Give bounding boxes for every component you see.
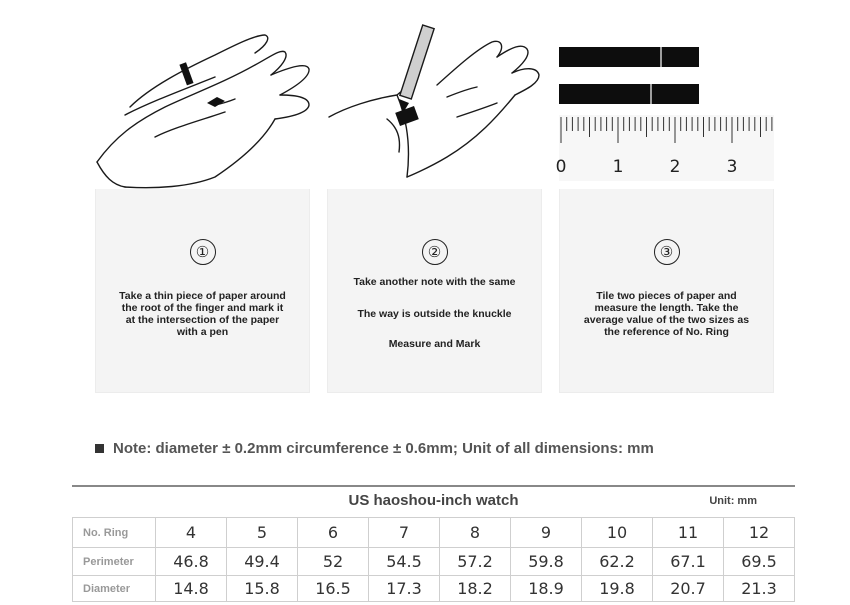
step-number-badge: ③ xyxy=(654,239,680,265)
row-label: Perimeter xyxy=(73,548,156,576)
table-cell: 57.2 xyxy=(440,548,511,576)
row-label: Diameter xyxy=(73,576,156,602)
table-cell: 54.5 xyxy=(369,548,440,576)
table-cell: 21.3 xyxy=(724,576,795,602)
table-unit: Unit: mm xyxy=(709,495,757,507)
square-bullet-icon xyxy=(95,444,104,453)
step-instructions xyxy=(343,276,526,350)
table-cell: 7 xyxy=(369,518,440,548)
step-line: Take another note with the same xyxy=(353,276,516,288)
table-cell: 62.2 xyxy=(582,548,653,576)
table-cell: 19.8 xyxy=(582,576,653,602)
tolerance-note xyxy=(95,440,654,457)
table-cell: 10 xyxy=(582,518,653,548)
ruler-icon xyxy=(555,27,774,189)
step-line: Measure and Mark xyxy=(388,338,481,350)
ruler-label: 1 xyxy=(612,157,624,177)
table-cell: 52 xyxy=(298,548,369,576)
step-line: measure the length. Take the xyxy=(594,302,739,314)
step-panel-1 xyxy=(95,27,310,393)
table-cell: 15.8 xyxy=(227,576,298,602)
row-label: No. Ring xyxy=(73,518,156,548)
table-cell: 14.8 xyxy=(156,576,227,602)
ruler-label: 2 xyxy=(669,157,681,177)
step-number-badge: ② xyxy=(422,239,448,265)
ring-number-row xyxy=(73,518,795,548)
table-cell: 6 xyxy=(298,518,369,548)
step-instructions xyxy=(575,290,758,338)
hand-icon xyxy=(95,27,310,189)
table-cell: 11 xyxy=(653,518,724,548)
step-panel-2 xyxy=(327,27,542,393)
hand-pen-illustration xyxy=(327,27,542,189)
table-cell: 4 xyxy=(156,518,227,548)
step-line: Take a thin piece of paper around xyxy=(119,290,286,302)
size-grid xyxy=(72,517,795,602)
ring-size-table xyxy=(72,485,795,605)
note-text: Note: diameter ± 0.2mm circumference ± 0.6mm; Unit of all dimensions: mm xyxy=(113,440,654,457)
step-instructions xyxy=(111,290,294,338)
table-cell: 18.2 xyxy=(440,576,511,602)
table-cell: 16.5 xyxy=(298,576,369,602)
table-cell: 8 xyxy=(440,518,511,548)
table-cell: 49.4 xyxy=(227,548,298,576)
table-cell: 17.3 xyxy=(369,576,440,602)
step-panel-3 xyxy=(555,27,774,393)
table-cell: 67.1 xyxy=(653,548,724,576)
table-cell: 20.7 xyxy=(653,576,724,602)
ruler-label: 0 xyxy=(555,157,567,177)
step-line: at the intersection of the paper xyxy=(125,314,280,326)
step-line: the reference of No. Ring xyxy=(604,326,729,338)
table-cell: 5 xyxy=(227,518,298,548)
step-line: The way is outside the knuckle xyxy=(357,308,512,320)
step-line: Tile two pieces of paper and xyxy=(596,290,737,302)
table-cell: 12 xyxy=(724,518,795,548)
perimeter-row xyxy=(73,548,795,576)
step-line: average value of the two sizes as xyxy=(583,314,750,326)
hand-paper-illustration xyxy=(95,27,310,189)
step-number-badge: ① xyxy=(190,239,216,265)
table-cell: 9 xyxy=(511,518,582,548)
table-cell: 46.8 xyxy=(156,548,227,576)
diameter-row xyxy=(73,576,795,602)
ruler-illustration xyxy=(555,27,774,189)
table-cell: 69.5 xyxy=(724,548,795,576)
hand-pen-icon xyxy=(327,27,542,189)
table-cell: 59.8 xyxy=(511,548,582,576)
step-line: with a pen xyxy=(176,326,229,338)
table-title: US haoshou-inch watch xyxy=(348,492,519,509)
step-line: the root of the finger and mark it xyxy=(121,302,284,314)
table-cell: 18.9 xyxy=(511,576,582,602)
ruler-label: 3 xyxy=(726,157,738,177)
